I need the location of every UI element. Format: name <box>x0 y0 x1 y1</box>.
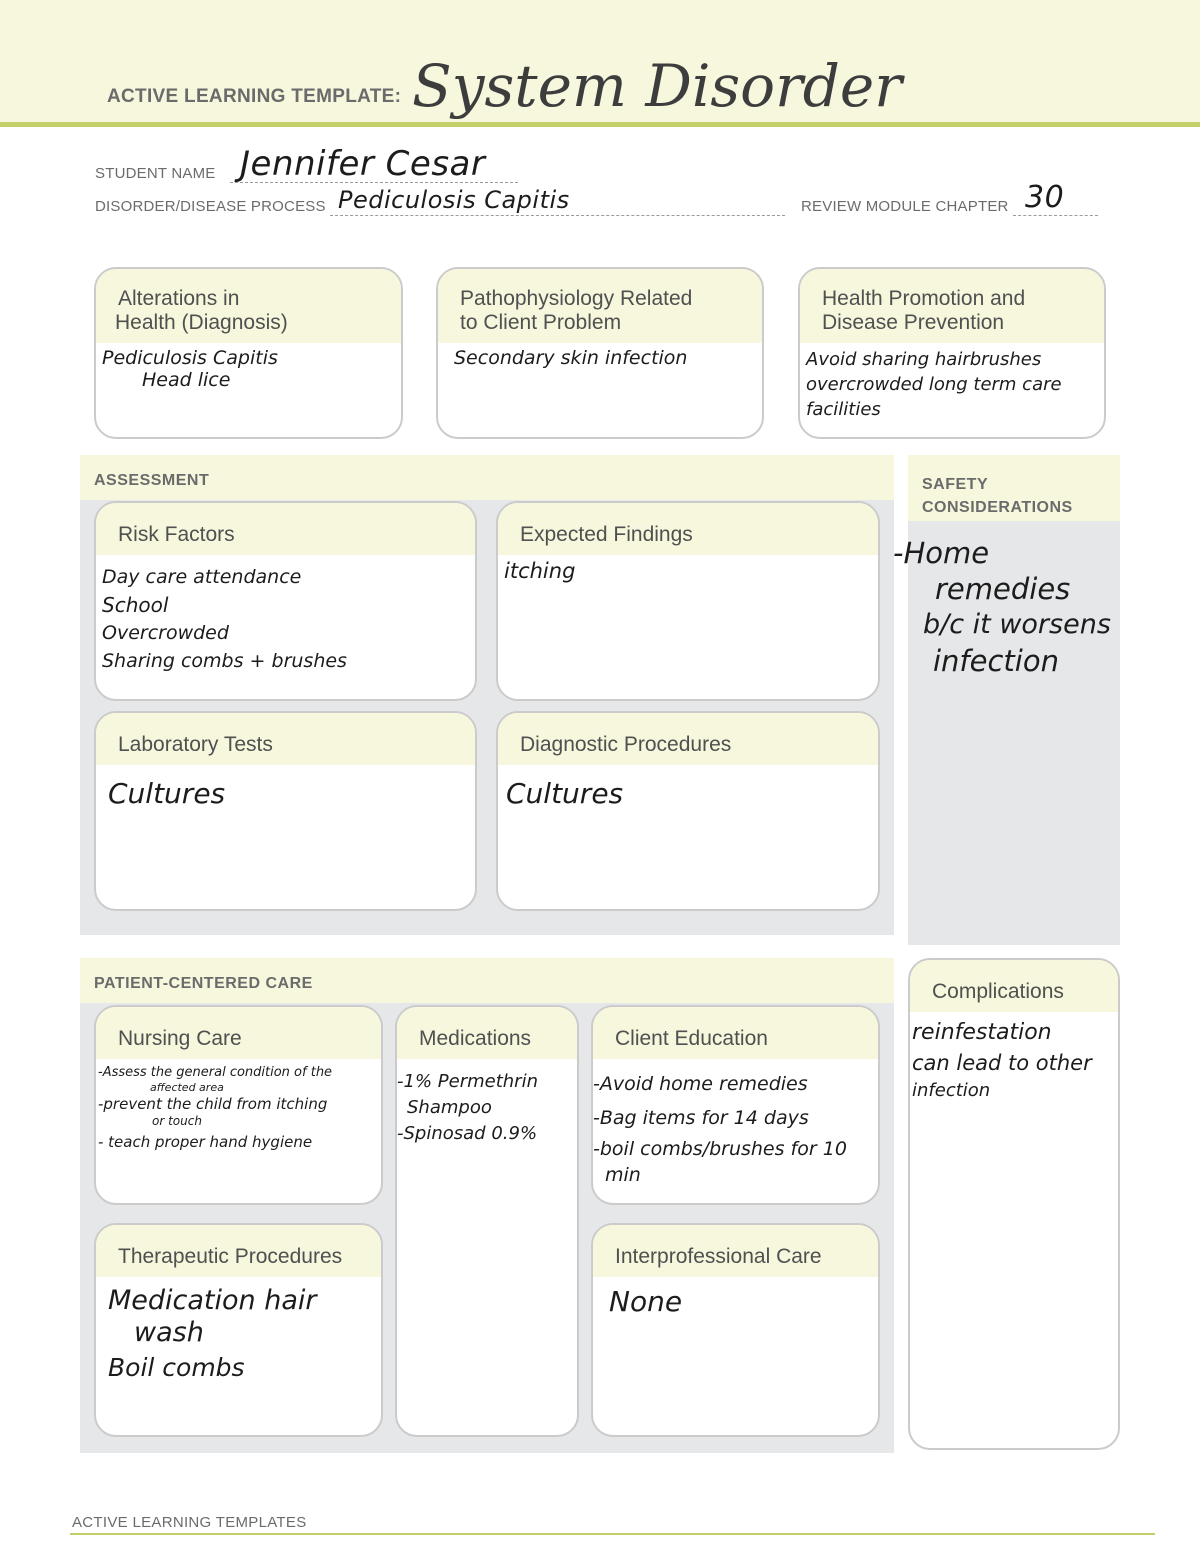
expected-findings-card-header: Expected Findings <box>498 503 878 555</box>
content-line: reinfestation <box>912 1020 1052 1045</box>
assessment-section-label: ASSESSMENT <box>94 472 210 489</box>
nursing-care-card-header: Nursing Care <box>96 1007 381 1059</box>
risk-factors-card <box>94 501 477 701</box>
diagnostic-procedures-card <box>496 711 880 911</box>
alterations-card <box>94 267 403 439</box>
content-line: infection <box>912 1080 991 1101</box>
content-line: Boil combs <box>108 1353 245 1382</box>
content-line: - teach proper hand hygiene <box>98 1133 313 1151</box>
therapeutic-procedures-content[interactable] <box>96 1277 381 1387</box>
content-line: facilities <box>806 399 881 420</box>
content-line: Avoid sharing hairbrushes <box>806 349 1042 370</box>
content-line: or touch <box>152 1114 202 1128</box>
template-title: System Disorder <box>412 52 902 120</box>
content-line: itching <box>504 559 576 583</box>
chapter-label: REVIEW MODULE CHAPTER <box>801 198 1009 215</box>
health-promotion-title-line2: Disease Prevention <box>822 311 1005 334</box>
footer-label: ACTIVE LEARNING TEMPLATES <box>72 1514 307 1531</box>
risk-factors-content[interactable] <box>96 555 475 675</box>
therapeutic-procedures-card-header: Therapeutic Procedures <box>96 1225 381 1277</box>
content-line: Cultures <box>108 777 226 810</box>
content-line: -1% Permethrin <box>397 1071 538 1092</box>
header-rule <box>0 122 1200 127</box>
laboratory-tests-card-header: Laboratory Tests <box>96 713 475 765</box>
pathophysiology-card-header <box>438 269 762 343</box>
assessment-panel-header <box>80 455 894 500</box>
content-line: School <box>102 593 169 617</box>
pathophysiology-content[interactable] <box>438 343 762 369</box>
expected-findings-card <box>496 501 880 701</box>
interprofessional-care-card-header: Interprofessional Care <box>593 1225 878 1277</box>
content-line: Cultures <box>506 777 624 810</box>
content-line: -Spinosad 0.9% <box>397 1123 538 1144</box>
risk-factors-card-header: Risk Factors <box>96 503 475 555</box>
diagnostic-procedures-content[interactable] <box>498 765 878 810</box>
content-line: None <box>609 1285 683 1318</box>
safety-panel-header <box>908 455 1120 521</box>
pathophysiology-card <box>436 267 764 439</box>
health-promotion-card-header <box>800 269 1104 343</box>
alterations-card-header <box>96 269 401 343</box>
content-line: -boil combs/brushes for 10 <box>593 1138 847 1160</box>
patient-centered-care-panel-header <box>80 958 894 1003</box>
content-line: Day care attendance <box>102 566 302 588</box>
medications-content[interactable] <box>397 1059 577 1147</box>
disorder-label: DISORDER/DISEASE PROCESS <box>95 198 326 215</box>
complications-card <box>908 958 1120 1450</box>
nursing-care-content[interactable] <box>96 1059 381 1156</box>
safety-label-line2: CONSIDERATIONS <box>922 499 1073 516</box>
complications-content[interactable] <box>910 1012 1118 1104</box>
safety-section-label <box>922 473 1073 519</box>
health-promotion-card <box>798 267 1106 439</box>
template-label: ACTIVE LEARNING TEMPLATE: <box>107 86 402 107</box>
content-line: infection <box>933 644 1059 678</box>
client-education-content[interactable] <box>593 1059 878 1187</box>
nursing-care-card <box>94 1005 383 1205</box>
content-line: -Avoid home remedies <box>593 1073 808 1095</box>
patient-centered-care-section-label: PATIENT-CENTERED CARE <box>94 975 313 992</box>
client-education-card-header: Client Education <box>593 1007 878 1059</box>
disorder-line <box>330 215 785 216</box>
complications-card-header: Complications <box>910 960 1118 1012</box>
client-education-card <box>591 1005 880 1205</box>
content-line: overcrowded long term care <box>806 374 1062 395</box>
content-line: wash <box>134 1317 204 1348</box>
health-promotion-title-line1: Health Promotion and <box>822 287 1026 310</box>
content-line: Medication hair <box>108 1285 317 1316</box>
health-promotion-content[interactable] <box>800 343 1104 422</box>
content-line: Sharing combs + brushes <box>102 650 347 672</box>
content-line: Head lice <box>142 369 231 391</box>
content-line: min <box>605 1164 641 1186</box>
medications-card-header: Medications <box>397 1007 577 1059</box>
diagnostic-procedures-card-header: Diagnostic Procedures <box>498 713 878 765</box>
content-line: b/c it worsens <box>923 609 1111 640</box>
safety-label-line1: SAFETY <box>922 476 989 493</box>
medications-card <box>395 1005 579 1437</box>
content-line: -Bag items for 14 days <box>593 1107 809 1129</box>
content-line: Shampoo <box>407 1097 492 1118</box>
laboratory-tests-card <box>94 711 477 911</box>
interprofessional-care-content[interactable] <box>593 1277 878 1318</box>
content-line: Pediculosis Capitis <box>102 347 278 369</box>
student-name-field[interactable]: Jennifer Cesar <box>240 144 486 184</box>
chapter-field[interactable]: 30 <box>1025 180 1065 215</box>
chapter-line <box>1013 215 1098 216</box>
content-line: remedies <box>935 572 1071 606</box>
content-line: -Home <box>893 536 990 570</box>
content-line: Secondary skin infection <box>454 347 688 369</box>
pathophysiology-title-line1: Pathophysiology Related <box>460 287 693 310</box>
interprofessional-care-card <box>591 1223 880 1437</box>
footer-rule <box>70 1533 1155 1535</box>
pathophysiology-title-line2: to Client Problem <box>460 311 622 334</box>
content-line: -prevent the child from itching <box>98 1095 328 1113</box>
safety-panel <box>908 455 1120 945</box>
alterations-title-line2: Health (Diagnosis) <box>115 311 288 334</box>
disorder-field[interactable]: Pediculosis Capitis <box>338 186 570 214</box>
content-line: affected area <box>150 1081 224 1094</box>
content-line: Overcrowded <box>102 622 229 644</box>
student-name-label: STUDENT NAME <box>95 165 216 182</box>
therapeutic-procedures-card <box>94 1223 383 1437</box>
safety-content[interactable] <box>893 535 1118 679</box>
content-line: can lead to other <box>912 1051 1092 1075</box>
alterations-title-line1: Alterations in <box>118 287 240 310</box>
content-line: -Assess the general condition of the <box>98 1065 333 1080</box>
alterations-content[interactable] <box>96 343 401 391</box>
expected-findings-content[interactable] <box>498 555 878 583</box>
laboratory-tests-content[interactable] <box>96 765 475 810</box>
